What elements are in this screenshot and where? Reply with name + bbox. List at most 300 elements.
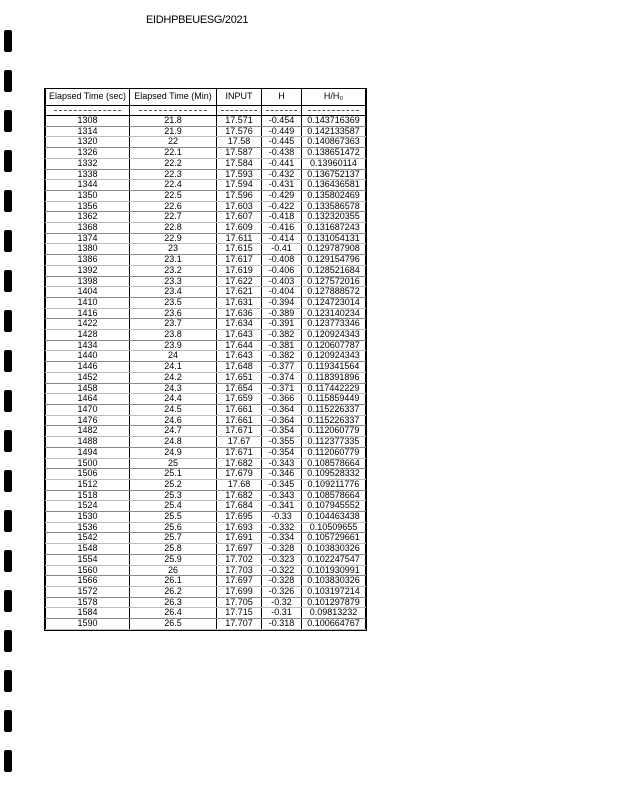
cell-h-ratio: 0.112060779 <box>302 426 366 437</box>
cell-h-ratio: 0.123140234 <box>302 308 366 319</box>
cell-elapsed-min: 24.7 <box>130 426 217 437</box>
cell-elapsed-min: 24.1 <box>130 362 217 373</box>
cell-input: 17.68 <box>217 479 262 490</box>
cell-input: 17.621 <box>217 287 262 298</box>
header-underline <box>46 106 130 116</box>
table-row <box>46 565 366 576</box>
column-header-h: H <box>262 89 302 106</box>
cell-h: -0.322 <box>262 565 302 576</box>
cell-elapsed-sec: 1416 <box>46 308 130 319</box>
column-header-elapsed-sec: Elapsed Time (sec) <box>46 89 130 106</box>
cell-elapsed-sec: 1404 <box>46 287 130 298</box>
cell-elapsed-sec: 1470 <box>46 404 130 415</box>
binder-hole-mark <box>4 470 12 492</box>
cell-h: -0.445 <box>262 137 302 148</box>
cell-elapsed-min: 22 <box>130 137 217 148</box>
cell-h: -0.429 <box>262 190 302 201</box>
binder-hole-mark <box>4 590 12 612</box>
cell-input: 17.707 <box>217 619 262 630</box>
cell-h: -0.334 <box>262 533 302 544</box>
cell-h: -0.454 <box>262 116 302 127</box>
cell-elapsed-sec: 1530 <box>46 512 130 523</box>
cell-input: 17.703 <box>217 565 262 576</box>
cell-h-ratio: 0.105729661 <box>302 533 366 544</box>
table-row <box>46 501 366 512</box>
cell-elapsed-min: 24 <box>130 351 217 362</box>
cell-input: 17.661 <box>217 404 262 415</box>
cell-h-ratio: 0.109528332 <box>302 469 366 480</box>
cell-h: -0.323 <box>262 554 302 565</box>
table-row <box>46 415 366 426</box>
cell-h: -0.414 <box>262 233 302 244</box>
cell-elapsed-min: 22.4 <box>130 180 217 191</box>
table-row <box>46 116 366 127</box>
cell-elapsed-min: 23.1 <box>130 255 217 266</box>
cell-h: -0.406 <box>262 265 302 276</box>
cell-elapsed-sec: 1356 <box>46 201 130 212</box>
table-row <box>46 201 366 212</box>
cell-h-ratio: 0.127888572 <box>302 287 366 298</box>
cell-elapsed-min: 25.3 <box>130 490 217 501</box>
cell-elapsed-sec: 1338 <box>46 169 130 180</box>
cell-elapsed-sec: 1488 <box>46 437 130 448</box>
cell-elapsed-sec: 1350 <box>46 190 130 201</box>
table-body <box>46 116 366 630</box>
cell-elapsed-sec: 1578 <box>46 597 130 608</box>
table-row <box>46 265 366 276</box>
cell-elapsed-sec: 1308 <box>46 116 130 127</box>
cell-h-ratio: 0.112377335 <box>302 437 366 448</box>
table-row <box>46 372 366 383</box>
cell-elapsed-min: 21.9 <box>130 126 217 137</box>
cell-input: 17.587 <box>217 148 262 159</box>
cell-elapsed-min: 21.8 <box>130 116 217 127</box>
cell-h: -0.354 <box>262 426 302 437</box>
cell-h-ratio: 0.135802469 <box>302 190 366 201</box>
cell-h-ratio: 0.101930991 <box>302 565 366 576</box>
binder-hole-mark <box>4 190 12 212</box>
cell-h: -0.438 <box>262 148 302 159</box>
binder-hole-mark <box>4 750 12 772</box>
table-row <box>46 297 366 308</box>
cell-h-ratio: 0.107945552 <box>302 501 366 512</box>
cell-h: -0.431 <box>262 180 302 191</box>
cell-input: 17.659 <box>217 394 262 405</box>
table-row <box>46 522 366 533</box>
cell-input: 17.671 <box>217 426 262 437</box>
cell-elapsed-sec: 1482 <box>46 426 130 437</box>
cell-elapsed-sec: 1584 <box>46 608 130 619</box>
table-row <box>46 544 366 555</box>
cell-h: -0.341 <box>262 501 302 512</box>
table-row <box>46 586 366 597</box>
cell-h-ratio: 0.09813232 <box>302 608 366 619</box>
cell-h: -0.382 <box>262 351 302 362</box>
cell-input: 17.596 <box>217 190 262 201</box>
cell-elapsed-min: 26.5 <box>130 619 217 630</box>
cell-elapsed-min: 22.2 <box>130 158 217 169</box>
cell-elapsed-min: 25.4 <box>130 501 217 512</box>
table-row <box>46 137 366 148</box>
cell-elapsed-min: 24.5 <box>130 404 217 415</box>
cell-h: -0.422 <box>262 201 302 212</box>
binder-hole-mark <box>4 390 12 412</box>
cell-input: 17.611 <box>217 233 262 244</box>
cell-elapsed-sec: 1518 <box>46 490 130 501</box>
cell-elapsed-sec: 1572 <box>46 586 130 597</box>
cell-h: -0.449 <box>262 126 302 137</box>
cell-h-ratio: 0.118391896 <box>302 372 366 383</box>
cell-elapsed-min: 23 <box>130 244 217 255</box>
cell-elapsed-sec: 1362 <box>46 212 130 223</box>
table-row <box>46 512 366 523</box>
cell-h: -0.355 <box>262 437 302 448</box>
cell-elapsed-sec: 1554 <box>46 554 130 565</box>
binder-hole-mark <box>4 310 12 332</box>
cell-elapsed-sec: 1536 <box>46 522 130 533</box>
binder-hole-mark <box>4 510 12 532</box>
cell-elapsed-sec: 1458 <box>46 383 130 394</box>
cell-input: 17.682 <box>217 458 262 469</box>
cell-input: 17.661 <box>217 415 262 426</box>
cell-input: 17.682 <box>217 490 262 501</box>
header-underline <box>217 106 262 116</box>
cell-elapsed-sec: 1476 <box>46 415 130 426</box>
cell-h-ratio: 0.120607787 <box>302 340 366 351</box>
cell-h: -0.33 <box>262 512 302 523</box>
cell-elapsed-sec: 1434 <box>46 340 130 351</box>
cell-h-ratio: 0.131054131 <box>302 233 366 244</box>
cell-elapsed-sec: 1542 <box>46 533 130 544</box>
cell-h: -0.364 <box>262 415 302 426</box>
table-header-row <box>46 89 366 106</box>
cell-elapsed-min: 22.1 <box>130 148 217 159</box>
table-row <box>46 383 366 394</box>
cell-h-ratio: 0.117442229 <box>302 383 366 394</box>
cell-elapsed-sec: 1548 <box>46 544 130 555</box>
cell-elapsed-min: 26.2 <box>130 586 217 597</box>
cell-h: -0.403 <box>262 276 302 287</box>
cell-input: 17.643 <box>217 330 262 341</box>
cell-h: -0.343 <box>262 458 302 469</box>
cell-elapsed-min: 25.8 <box>130 544 217 555</box>
cell-input: 17.607 <box>217 212 262 223</box>
cell-h-ratio: 0.124723014 <box>302 297 366 308</box>
binder-hole-mark <box>4 70 12 92</box>
cell-elapsed-min: 25 <box>130 458 217 469</box>
cell-input: 17.648 <box>217 362 262 373</box>
cell-h-ratio: 0.103830326 <box>302 576 366 587</box>
header-underline <box>130 106 217 116</box>
cell-elapsed-sec: 1506 <box>46 469 130 480</box>
cell-input: 17.571 <box>217 116 262 127</box>
cell-h: -0.345 <box>262 479 302 490</box>
cell-elapsed-min: 25.2 <box>130 479 217 490</box>
cell-elapsed-min: 24.6 <box>130 415 217 426</box>
cell-h: -0.432 <box>262 169 302 180</box>
table-row <box>46 619 366 630</box>
cell-h-ratio: 0.101297879 <box>302 597 366 608</box>
cell-h-ratio: 0.131687243 <box>302 223 366 234</box>
cell-elapsed-min: 22.6 <box>130 201 217 212</box>
cell-elapsed-sec: 1392 <box>46 265 130 276</box>
cell-elapsed-sec: 1320 <box>46 137 130 148</box>
cell-h-ratio: 0.108578664 <box>302 490 366 501</box>
cell-h-ratio: 0.138651472 <box>302 148 366 159</box>
cell-h: -0.346 <box>262 469 302 480</box>
table-row <box>46 597 366 608</box>
cell-h: -0.371 <box>262 383 302 394</box>
cell-input: 17.615 <box>217 244 262 255</box>
cell-input: 17.603 <box>217 201 262 212</box>
table-row <box>46 394 366 405</box>
cell-h: -0.389 <box>262 308 302 319</box>
table-row <box>46 362 366 373</box>
cell-h-ratio: 0.127572016 <box>302 276 366 287</box>
cell-elapsed-sec: 1566 <box>46 576 130 587</box>
cell-input: 17.702 <box>217 554 262 565</box>
cell-elapsed-sec: 1374 <box>46 233 130 244</box>
cell-h-ratio: 0.112060779 <box>302 447 366 458</box>
cell-h-ratio: 0.100664767 <box>302 619 366 630</box>
cell-input: 17.644 <box>217 340 262 351</box>
cell-elapsed-sec: 1332 <box>46 158 130 169</box>
cell-elapsed-sec: 1314 <box>46 126 130 137</box>
measurement-table <box>45 89 366 630</box>
cell-elapsed-min: 25.6 <box>130 522 217 533</box>
cell-elapsed-min: 22.5 <box>130 190 217 201</box>
table-row <box>46 330 366 341</box>
cell-elapsed-min: 25.1 <box>130 469 217 480</box>
cell-h: -0.328 <box>262 544 302 555</box>
cell-elapsed-min: 25.5 <box>130 512 217 523</box>
table-row <box>46 351 366 362</box>
binder-hole-mark <box>4 110 12 132</box>
cell-elapsed-min: 23.7 <box>130 319 217 330</box>
cell-input: 17.695 <box>217 512 262 523</box>
cell-elapsed-sec: 1398 <box>46 276 130 287</box>
table-row <box>46 576 366 587</box>
cell-h-ratio: 0.109211776 <box>302 479 366 490</box>
cell-h-ratio: 0.136752137 <box>302 169 366 180</box>
cell-input: 17.622 <box>217 276 262 287</box>
cell-input: 17.576 <box>217 126 262 137</box>
cell-elapsed-sec: 1446 <box>46 362 130 373</box>
cell-input: 17.67 <box>217 437 262 448</box>
cell-h-ratio: 0.129787908 <box>302 244 366 255</box>
cell-h-ratio: 0.103830326 <box>302 544 366 555</box>
cell-input: 17.699 <box>217 586 262 597</box>
cell-h-ratio: 0.120924343 <box>302 351 366 362</box>
cell-elapsed-sec: 1368 <box>46 223 130 234</box>
binder-hole-mark <box>4 630 12 652</box>
cell-elapsed-sec: 1440 <box>46 351 130 362</box>
cell-h: -0.364 <box>262 404 302 415</box>
cell-elapsed-sec: 1512 <box>46 479 130 490</box>
cell-input: 17.643 <box>217 351 262 362</box>
cell-h-ratio: 0.108578664 <box>302 458 366 469</box>
cell-h-ratio: 0.115226337 <box>302 415 366 426</box>
cell-h-ratio: 0.102247547 <box>302 554 366 565</box>
cell-elapsed-sec: 1386 <box>46 255 130 266</box>
cell-h: -0.41 <box>262 244 302 255</box>
cell-h-ratio: 0.133586578 <box>302 201 366 212</box>
table-row <box>46 479 366 490</box>
cell-h-ratio: 0.119341564 <box>302 362 366 373</box>
cell-h-ratio: 0.115859449 <box>302 394 366 405</box>
cell-h: -0.366 <box>262 394 302 405</box>
cell-input: 17.619 <box>217 265 262 276</box>
table-row <box>46 308 366 319</box>
table-row <box>46 180 366 191</box>
table-row <box>46 533 366 544</box>
cell-h: -0.381 <box>262 340 302 351</box>
cell-elapsed-min: 23.8 <box>130 330 217 341</box>
cell-elapsed-min: 22.9 <box>130 233 217 244</box>
binder-hole-mark <box>4 670 12 692</box>
table-row <box>46 233 366 244</box>
cell-elapsed-min: 26.3 <box>130 597 217 608</box>
binder-hole-mark <box>4 350 12 372</box>
cell-elapsed-min: 22.7 <box>130 212 217 223</box>
header-date-stamp: EIDHPBEUESG/2021 <box>146 14 249 26</box>
table-row <box>46 223 366 234</box>
cell-h-ratio: 0.103197214 <box>302 586 366 597</box>
binder-hole-mark <box>4 550 12 572</box>
cell-input: 17.715 <box>217 608 262 619</box>
table-row <box>46 126 366 137</box>
cell-input: 17.691 <box>217 533 262 544</box>
cell-h: -0.418 <box>262 212 302 223</box>
cell-h: -0.394 <box>262 297 302 308</box>
table-row <box>46 490 366 501</box>
cell-elapsed-sec: 1494 <box>46 447 130 458</box>
cell-elapsed-sec: 1560 <box>46 565 130 576</box>
cell-h-ratio: 0.10509655 <box>302 522 366 533</box>
cell-input: 17.697 <box>217 576 262 587</box>
cell-elapsed-sec: 1344 <box>46 180 130 191</box>
binder-hole-mark <box>4 270 12 292</box>
column-header-input: INPUT <box>217 89 262 106</box>
cell-elapsed-min: 25.9 <box>130 554 217 565</box>
cell-input: 17.594 <box>217 180 262 191</box>
cell-h-ratio: 0.13960114 <box>302 158 366 169</box>
table-row <box>46 148 366 159</box>
table-row <box>46 319 366 330</box>
cell-elapsed-sec: 1410 <box>46 297 130 308</box>
cell-elapsed-sec: 1464 <box>46 394 130 405</box>
table-row <box>46 554 366 565</box>
binder-hole-mark <box>4 230 12 252</box>
column-header-h-ratio: H/H₀ <box>302 89 366 106</box>
cell-elapsed-sec: 1326 <box>46 148 130 159</box>
cell-input: 17.617 <box>217 255 262 266</box>
cell-input: 17.679 <box>217 469 262 480</box>
cell-h-ratio: 0.132320355 <box>302 212 366 223</box>
table-row <box>46 437 366 448</box>
cell-elapsed-min: 23.6 <box>130 308 217 319</box>
data-sheet <box>44 88 367 631</box>
cell-elapsed-min: 23.4 <box>130 287 217 298</box>
table-row <box>46 169 366 180</box>
cell-input: 17.593 <box>217 169 262 180</box>
cell-input: 17.651 <box>217 372 262 383</box>
cell-h: -0.343 <box>262 490 302 501</box>
cell-input: 17.705 <box>217 597 262 608</box>
cell-elapsed-min: 22.8 <box>130 223 217 234</box>
cell-input: 17.631 <box>217 297 262 308</box>
cell-h: -0.408 <box>262 255 302 266</box>
cell-elapsed-min: 24.2 <box>130 372 217 383</box>
cell-h-ratio: 0.140867363 <box>302 137 366 148</box>
binder-hole-mark <box>4 710 12 732</box>
table-row <box>46 255 366 266</box>
cell-elapsed-min: 23.3 <box>130 276 217 287</box>
cell-h-ratio: 0.120924343 <box>302 330 366 341</box>
cell-h-ratio: 0.136436581 <box>302 180 366 191</box>
table-row <box>46 404 366 415</box>
cell-h: -0.32 <box>262 597 302 608</box>
cell-elapsed-sec: 1590 <box>46 619 130 630</box>
cell-input: 17.636 <box>217 308 262 319</box>
cell-h: -0.391 <box>262 319 302 330</box>
cell-input: 17.654 <box>217 383 262 394</box>
cell-elapsed-min: 24.9 <box>130 447 217 458</box>
column-header-elapsed-min: Elapsed Time (Min) <box>130 89 217 106</box>
binder-hole-mark <box>4 430 12 452</box>
table-row <box>46 244 366 255</box>
cell-h: -0.31 <box>262 608 302 619</box>
cell-h-ratio: 0.123773346 <box>302 319 366 330</box>
cell-input: 17.58 <box>217 137 262 148</box>
cell-h-ratio: 0.143716369 <box>302 116 366 127</box>
cell-elapsed-sec: 1422 <box>46 319 130 330</box>
cell-h-ratio: 0.129154796 <box>302 255 366 266</box>
cell-elapsed-sec: 1428 <box>46 330 130 341</box>
cell-elapsed-min: 24.8 <box>130 437 217 448</box>
table-row <box>46 190 366 201</box>
cell-elapsed-sec: 1524 <box>46 501 130 512</box>
table-row <box>46 458 366 469</box>
cell-input: 17.671 <box>217 447 262 458</box>
cell-elapsed-min: 26.4 <box>130 608 217 619</box>
cell-elapsed-min: 23.9 <box>130 340 217 351</box>
header-underline <box>262 106 302 116</box>
cell-input: 17.684 <box>217 501 262 512</box>
cell-h: -0.404 <box>262 287 302 298</box>
binder-hole-mark <box>4 150 12 172</box>
cell-input: 17.584 <box>217 158 262 169</box>
cell-elapsed-min: 23.5 <box>130 297 217 308</box>
cell-elapsed-min: 22.3 <box>130 169 217 180</box>
cell-h-ratio: 0.115226337 <box>302 404 366 415</box>
table-row <box>46 276 366 287</box>
cell-elapsed-min: 24.4 <box>130 394 217 405</box>
cell-elapsed-min: 23.2 <box>130 265 217 276</box>
cell-elapsed-min: 26.1 <box>130 576 217 587</box>
cell-h-ratio: 0.128521684 <box>302 265 366 276</box>
cell-input: 17.609 <box>217 223 262 234</box>
cell-input: 17.693 <box>217 522 262 533</box>
cell-elapsed-sec: 1500 <box>46 458 130 469</box>
cell-h: -0.416 <box>262 223 302 234</box>
header-underline-row <box>46 106 366 116</box>
table-row <box>46 608 366 619</box>
cell-elapsed-min: 26 <box>130 565 217 576</box>
table-row <box>46 340 366 351</box>
table-row <box>46 469 366 480</box>
cell-h-ratio: 0.142133587 <box>302 126 366 137</box>
